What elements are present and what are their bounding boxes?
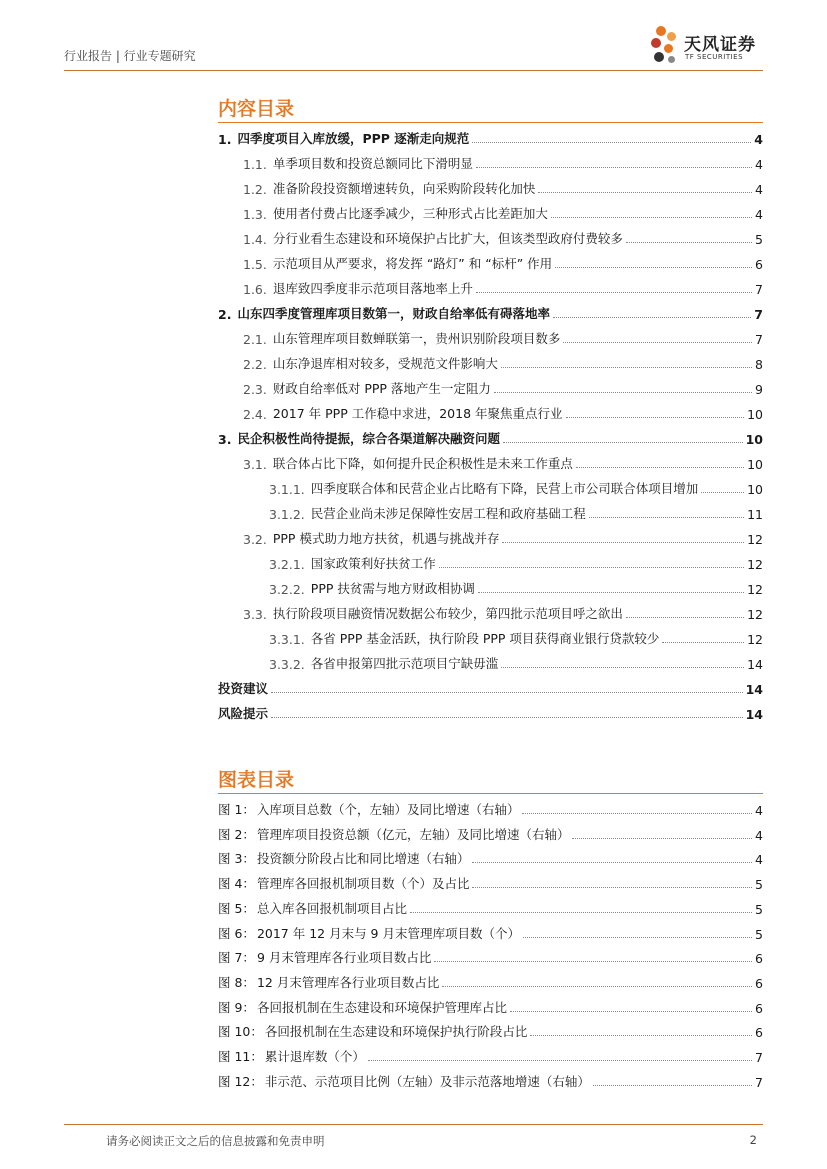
figure-entry-page: 6 <box>755 975 763 991</box>
toc-entry[interactable] <box>218 302 763 322</box>
figure-entry-text: 管理库各回报机制项目数（个）及占比 <box>256 876 470 892</box>
dot-leader <box>553 317 751 318</box>
dot-leader <box>434 961 752 962</box>
toc-entry-page: 12 <box>747 557 763 572</box>
toc-entry-number: 3.1.2. <box>269 507 305 522</box>
dot-leader <box>662 642 744 643</box>
dot-leader <box>510 1011 752 1012</box>
dot-leader <box>503 442 743 443</box>
figure-entry-number: 图 10： <box>218 1024 263 1040</box>
toc-entry-number: 3.3.1. <box>269 632 305 647</box>
toc-entry-number: 3.2.1. <box>269 557 305 572</box>
toc-entry-text: 准备阶段投资额增速转负，向采购阶段转化加快 <box>272 181 536 196</box>
toc-entry-number: 2.2. <box>243 357 267 372</box>
toc-entry-number: 1.2. <box>243 182 267 197</box>
toc-entry-page: 4 <box>755 207 763 222</box>
dot-leader <box>442 986 752 987</box>
toc-entry-text: 国家政策利好扶贫工作 <box>310 556 436 571</box>
toc-entry[interactable] <box>243 602 763 622</box>
toc-entry-number: 3. <box>218 432 232 447</box>
toc-entry-page: 11 <box>747 507 763 522</box>
figure-entry-page: 7 <box>755 1074 763 1090</box>
toc-entry-text: 分行业看生态建设和环境保护占比扩大，但该类型政府付费较多 <box>272 231 623 246</box>
toc-entry-text: PPP 模式助力地方扶贫，机遇与挑战并存 <box>272 531 500 546</box>
figure-entry-number: 图 2： <box>218 826 255 842</box>
toc-entry-page: 12 <box>747 582 763 597</box>
figure-entry-page: 6 <box>755 1025 763 1041</box>
toc-entry[interactable] <box>243 327 763 347</box>
logo-text: 天风证券 <box>684 35 756 55</box>
company-logo <box>648 26 768 70</box>
figure-entry-number: 图 6： <box>218 925 255 941</box>
figure-entry[interactable] <box>218 1045 763 1065</box>
figure-entry-number: 图 12： <box>218 1073 263 1089</box>
footer-disclaimer: 请务必阅读正文之后的信息披露和免责申明 <box>106 1134 325 1148</box>
figure-entry-text: 各回报机制在生态建设和环境保护管理库占比 <box>256 999 507 1015</box>
figure-entry-text: 累计退库数（个） <box>264 1049 365 1064</box>
dot-leader <box>701 492 744 493</box>
toc-entry[interactable] <box>243 227 763 247</box>
dot-leader <box>472 142 751 143</box>
toc-entry-number: 1. <box>218 132 232 147</box>
toc-entry-number: 1.4. <box>243 232 267 247</box>
dot-leader <box>439 567 744 568</box>
figure-entry-text: 12 月末管理库各行业项目数占比 <box>256 974 440 990</box>
toc-entry-number: 3.1.1. <box>269 482 305 497</box>
dot-leader <box>530 1035 752 1036</box>
logo-dot-icon <box>654 52 664 62</box>
figure-entry-page: 5 <box>755 926 763 942</box>
toc-entry-text: 风险提示 <box>218 706 269 721</box>
dot-leader <box>538 192 752 193</box>
toc-entry-text: 四季度联合体和民营企业占比略有下降，民营上市公司联合体项目增加 <box>310 481 699 496</box>
toc-entry-text: 财政自给率低对 PPP 落地产生一定阻力 <box>272 381 491 396</box>
dot-leader <box>472 862 752 863</box>
logo-subtext: TF SECURITIES <box>685 53 744 61</box>
logo-dot-icon <box>656 26 666 36</box>
figure-entry[interactable] <box>218 1020 763 1040</box>
figure-entry-number: 图 5： <box>218 900 255 916</box>
figure-entry-number: 图 3： <box>218 851 255 867</box>
dot-leader <box>589 517 744 518</box>
toc-entry-number: 2. <box>218 307 232 322</box>
figure-entry[interactable] <box>218 971 763 991</box>
dot-leader <box>494 392 752 393</box>
toc-entry-page: 12 <box>747 532 763 547</box>
figure-entry-number: 图 4： <box>218 876 255 892</box>
figure-entry-page: 6 <box>755 951 763 967</box>
dot-leader <box>368 1060 752 1061</box>
figure-entry-text: 入库项目总数（个，左轴）及同比增速（右轴） <box>256 802 520 817</box>
toc-entry-number: 2.3. <box>243 382 267 397</box>
toc-entry-text: 四季度项目入库放缓，PPP 逐渐走向规范 <box>237 131 470 146</box>
figure-entry-page: 4 <box>755 803 763 818</box>
toc-entry[interactable] <box>218 677 763 697</box>
toc-entry-text: 民企积极性尚待提振，综合各渠道解决融资问题 <box>237 431 500 446</box>
dot-leader <box>563 342 752 343</box>
figure-entry-text: 总入库各回报机制项目占比 <box>256 900 407 916</box>
figure-entry-page: 4 <box>755 852 763 868</box>
figure-entry[interactable] <box>218 847 763 867</box>
figure-entry-page: 4 <box>755 827 763 843</box>
figure-entry-number: 图 11： <box>218 1049 263 1064</box>
figure-entry[interactable] <box>218 922 763 942</box>
dot-leader <box>523 937 752 938</box>
toc-entry-page: 7 <box>755 282 763 297</box>
figure-entry-text: 各回报机制在生态建设和环境保护执行阶段占比 <box>264 1024 528 1040</box>
toc-entry-text: 示范项目从严要求，将发挥 “路灯” 和 “标杆” 作用 <box>272 256 553 271</box>
toc-entry-number: 3.3. <box>243 607 267 622</box>
figure-entry-number: 图 7： <box>218 950 255 966</box>
figure-entry-number: 图 8： <box>218 974 255 990</box>
toc-entry-page: 8 <box>755 357 763 372</box>
toc-entry-page: 14 <box>745 707 763 722</box>
logo-dot-icon <box>664 44 673 53</box>
toc-entry-number: 3.3.2. <box>269 657 305 672</box>
dot-leader <box>478 592 744 593</box>
figure-entry-text: 管理库项目投资总额（亿元，左轴）及同比增速（右轴） <box>256 826 570 842</box>
toc-entry[interactable] <box>218 427 763 447</box>
toc-entry-text: 各省申报第四批示范项目宁缺毋滥 <box>310 656 499 671</box>
toc-entry[interactable] <box>243 202 763 222</box>
toc-entry[interactable] <box>218 702 763 722</box>
toc-entry-text: 山东净退库相对较多，受规范文件影响大 <box>272 356 498 371</box>
figure-entry[interactable] <box>218 946 763 966</box>
toc-entry-text: 使用者付费占比逐季减少，三种形式占比差距加大 <box>272 206 548 221</box>
dot-leader <box>572 838 752 839</box>
figure-entry-number: 图 1： <box>218 802 255 817</box>
toc-entry-page: 14 <box>747 657 763 672</box>
logo-dot-icon <box>651 38 661 48</box>
toc-entry[interactable] <box>269 627 763 647</box>
figure-entry-text: 非示范、示范项目比例（左轴）及非示范落地增速（右轴） <box>264 1073 590 1089</box>
toc-title-rule <box>218 122 763 123</box>
figure-entry-page: 5 <box>755 877 763 893</box>
toc-entry[interactable] <box>218 127 763 147</box>
toc-entry-number: 1.1. <box>243 157 267 172</box>
toc-entry-page: 6 <box>755 257 763 272</box>
toc-entry-text: 各省 PPP 基金活跃，执行阶段 PPP 项目获得商业银行贷款较少 <box>310 631 660 646</box>
toc-entry-page: 4 <box>755 182 763 197</box>
toc-entry-text: 执行阶段项目融资情况数据公布较少，第四批示范项目呼之欲出 <box>272 606 623 621</box>
toc-entry-text: 2017 年 PPP 工作稳中求进，2018 年聚焦重点行业 <box>272 406 563 421</box>
footer-divider <box>64 1124 763 1125</box>
figure-entry-number: 图 9： <box>218 999 255 1015</box>
dot-leader <box>626 242 752 243</box>
figure-entry-page: 6 <box>755 1000 763 1016</box>
header-divider <box>64 70 763 71</box>
toc-entry[interactable] <box>243 277 763 297</box>
toc-entry[interactable] <box>269 552 763 572</box>
figure-entry[interactable] <box>218 897 763 917</box>
figure-entry[interactable] <box>218 872 763 892</box>
dot-leader <box>410 912 752 913</box>
dot-leader <box>476 167 752 168</box>
figure-entry[interactable] <box>218 798 763 818</box>
toc-entry-text: 民营企业尚未涉足保障性安居工程和政府基础工程 <box>310 506 586 521</box>
header-breadcrumb: 行业报告 | 行业专题研究 <box>64 49 196 63</box>
toc-entry-number: 2.1. <box>243 332 267 347</box>
toc-entry[interactable] <box>269 477 763 497</box>
figure-entry-page: 5 <box>755 901 763 917</box>
toc-entry-page: 7 <box>754 307 763 322</box>
toc-entry-page: 7 <box>755 332 763 347</box>
dot-leader <box>271 717 743 718</box>
toc-entry-number: 3.1. <box>243 457 267 472</box>
toc-title: 内容目录 <box>218 98 295 120</box>
dot-leader <box>472 887 752 888</box>
logo-dot-icon <box>668 56 675 63</box>
toc-entry[interactable] <box>243 252 763 272</box>
toc-entry[interactable] <box>243 352 763 372</box>
toc-entry-number: 3.2. <box>243 532 267 547</box>
toc-entry-page: 9 <box>755 382 763 397</box>
dot-leader <box>555 267 752 268</box>
toc-entry-text: 退库致四季度非示范项目落地率上升 <box>272 281 473 296</box>
figure-entry[interactable] <box>218 823 763 843</box>
toc-entry-page: 4 <box>754 132 763 147</box>
toc-entry-page: 4 <box>755 157 763 172</box>
figure-entry-text: 2017 年 12 月末与 9 月末管理库项目数（个） <box>256 925 520 941</box>
toc-entry-number: 3.2.2. <box>269 582 305 597</box>
toc-entry-text: 山东管理库项目数蝉联第一，贵州识别阶段项目数多 <box>272 331 561 346</box>
toc-entry[interactable] <box>243 152 763 172</box>
dot-leader <box>551 217 752 218</box>
toc-entry[interactable] <box>269 577 763 597</box>
toc-entry[interactable] <box>243 527 763 547</box>
logo-dot-icon <box>667 32 676 41</box>
toc-entry[interactable] <box>243 177 763 197</box>
toc-entry-text: 单季项目数和投资总额同比下滑明显 <box>272 156 473 171</box>
page-number: 2 <box>749 1133 757 1147</box>
figure-entry-text: 投资额分阶段占比和同比增速（右轴） <box>256 851 470 867</box>
figure-entry-page: 7 <box>755 1050 763 1065</box>
toc-entry-number: 1.5. <box>243 257 267 272</box>
toc-entry-page: 14 <box>745 682 763 697</box>
toc-entry[interactable] <box>243 377 763 397</box>
toc-entry[interactable] <box>269 502 763 522</box>
dot-leader <box>502 542 744 543</box>
figures-title-rule <box>218 793 763 794</box>
toc-entry-text: PPP 扶贫需与地方财政相协调 <box>310 581 475 596</box>
dot-leader <box>593 1085 752 1086</box>
toc-entry-number: 2.4. <box>243 407 267 422</box>
figure-entry[interactable] <box>218 1070 763 1090</box>
toc-entry-page: 12 <box>747 607 763 622</box>
dot-leader <box>476 292 752 293</box>
dot-leader <box>501 667 744 668</box>
toc-entry-number: 1.6. <box>243 282 267 297</box>
dot-leader <box>271 692 743 693</box>
toc-entry-page: 10 <box>747 457 763 472</box>
dot-leader <box>626 617 744 618</box>
toc-entry[interactable] <box>243 402 763 422</box>
toc-entry[interactable] <box>243 452 763 472</box>
toc-entry-text: 联合体占比下降，如何提升民企积极性是未来工作重点 <box>272 456 573 471</box>
dot-leader <box>501 367 752 368</box>
toc-entry-page: 12 <box>747 632 763 647</box>
figure-entry[interactable] <box>218 996 763 1016</box>
toc-entry-page: 10 <box>747 407 763 422</box>
toc-entry-page: 10 <box>745 432 763 447</box>
toc-entry-page: 5 <box>755 232 763 247</box>
figure-entry-text: 9 月末管理库各行业项目数占比 <box>256 950 432 966</box>
dot-leader <box>576 467 744 468</box>
dot-leader <box>566 417 745 418</box>
toc-entry-text: 投资建议 <box>218 681 269 696</box>
dot-leader <box>522 813 752 814</box>
toc-entry[interactable] <box>269 652 763 672</box>
toc-entry-page: 10 <box>747 482 763 497</box>
toc-entry-text: 山东四季度管理库项目数第一，财政自给率低有碍落地率 <box>237 306 550 321</box>
figures-title: 图表目录 <box>218 769 295 791</box>
toc-entry-number: 1.3. <box>243 207 267 222</box>
